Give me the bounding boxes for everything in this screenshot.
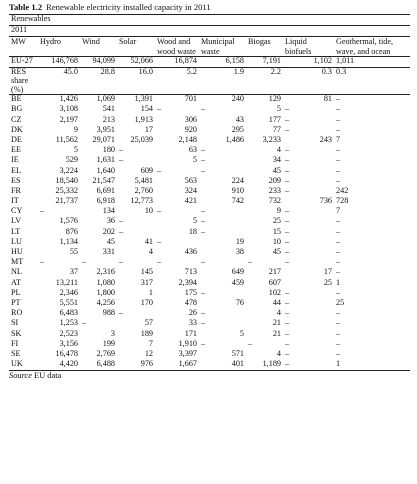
header-row [9, 37, 410, 57]
table-cell: 33 [188, 318, 197, 328]
table-cell: 45 [106, 236, 115, 246]
table-cell: – [40, 257, 45, 267]
table-cell: – [82, 257, 87, 267]
row-label: CY [11, 206, 23, 216]
row-label: LT [11, 226, 21, 236]
table-cell: – [285, 124, 290, 134]
table-cell: 4 [276, 348, 281, 358]
table-cell: 2,523 [59, 328, 78, 338]
column-header: Wood and wood waste [157, 37, 196, 56]
table-cell: 0.3 [321, 67, 332, 77]
table-cell: 52,066 [130, 56, 153, 66]
table-cell: 45 [272, 247, 281, 257]
year-row [9, 26, 410, 37]
table-row [9, 116, 410, 126]
table-cell: 1,640 [96, 165, 115, 175]
table-cell: 976 [140, 359, 153, 369]
table-cell: – [336, 257, 341, 267]
column-header: Solar [119, 37, 137, 47]
row-label: EL [11, 165, 22, 175]
table-cell: 189 [140, 328, 153, 338]
table-cell: 459 [231, 277, 244, 287]
table-cell: – [336, 124, 341, 134]
table-cell: – [336, 328, 341, 338]
row-label: EU-27 [11, 56, 33, 66]
table-cell: 1,631 [96, 155, 115, 165]
table-cell: – [157, 206, 162, 216]
table-cell: 43 [235, 114, 244, 124]
table-cell: 29,071 [92, 134, 115, 144]
table-cell: 63 [188, 145, 197, 155]
table-title: Renewable electricity installed capacity in 2011 [46, 2, 211, 12]
table-cell: 94,099 [92, 56, 115, 66]
table-cell: 4,256 [96, 297, 115, 307]
table-cell: 1,426 [59, 94, 78, 104]
row-label: UK [11, 359, 23, 369]
table-cell: 324 [184, 185, 197, 195]
row-label: IT [11, 196, 19, 206]
table-cell: – [336, 236, 341, 246]
table-cell: 2,197 [59, 114, 78, 124]
table-cell: – [201, 104, 206, 114]
table-cell: 9 [73, 124, 78, 134]
table-cell: 4,420 [59, 359, 78, 369]
table-cell: 25,332 [55, 185, 78, 195]
table-cell: – [40, 206, 45, 216]
table-cell: – [336, 175, 341, 185]
table-cell: 170 [140, 297, 153, 307]
table-cell: 21,547 [92, 175, 115, 185]
table-cell: 421 [184, 196, 197, 206]
data-table [9, 14, 410, 371]
table-cell: 3,233 [262, 134, 281, 144]
table-cell: – [285, 155, 290, 165]
table-cell: 1,069 [96, 94, 115, 104]
table-cell: 7,191 [262, 56, 281, 66]
row-label: DK [11, 124, 23, 134]
table-cell: – [285, 247, 290, 257]
table-cell: 16,874 [174, 56, 197, 66]
table-cell: 11,562 [55, 134, 78, 144]
table-cell: 5 [192, 216, 197, 226]
table-cell: – [336, 145, 341, 155]
table-cell: – [285, 338, 290, 348]
table-cell: 649 [231, 267, 244, 277]
table-cell: 701 [184, 94, 197, 104]
table-cell: 3,108 [59, 104, 78, 114]
table-cell: 1 [336, 277, 341, 287]
table-cell: 129 [268, 94, 281, 104]
table-cell: – [285, 226, 290, 236]
table-cell: 199 [102, 338, 115, 348]
table-cell: 5 [73, 145, 78, 155]
table-body [9, 57, 410, 371]
table-cell: 0.3 [336, 67, 347, 77]
table-cell: 55 [69, 247, 78, 257]
table-cell: 233 [268, 185, 281, 195]
table-cell: 1,080 [96, 277, 115, 287]
table-cell: 45 [272, 165, 281, 175]
table-cell: 15 [272, 226, 281, 236]
table-cell: – [285, 359, 290, 369]
table-cell: 13,211 [55, 277, 78, 287]
table-cell: 436 [184, 247, 197, 257]
table-page [9, 3, 410, 383]
table-cell: 571 [231, 348, 244, 358]
table-cell: 28.8 [100, 67, 115, 77]
table-cell: 1,913 [134, 114, 153, 124]
table-cell: 7 [336, 206, 341, 216]
table-cell: 3,156 [59, 338, 78, 348]
table-cell: – [336, 338, 341, 348]
row-label: FI [11, 338, 19, 348]
table-cell: – [285, 287, 290, 297]
row-label: AT [11, 277, 22, 287]
table-cell: 742 [231, 196, 244, 206]
table-cell: 6,158 [225, 56, 244, 66]
table-cell: – [201, 226, 206, 236]
table-cell: 3 [110, 328, 115, 338]
table-cell: 2,346 [59, 287, 78, 297]
table-cell: 401 [231, 359, 244, 369]
table-cell: 146,768 [51, 56, 78, 66]
table-cell: 240 [231, 94, 244, 104]
column-header: MW [11, 37, 27, 47]
table-cell: – [201, 145, 206, 155]
table-cell: 10 [144, 206, 153, 216]
table-cell: – [336, 287, 341, 297]
table-cell: 25 [336, 297, 345, 307]
table-cell: – [201, 216, 206, 226]
table-cell: – [285, 297, 290, 307]
row-label: LU [11, 236, 22, 246]
table-cell: – [336, 155, 341, 165]
table-cell: 102 [268, 287, 281, 297]
table-cell: 713 [184, 267, 197, 277]
table-cell: 317 [140, 277, 153, 287]
table-cell: 4 [276, 145, 281, 155]
table-cell: – [285, 308, 290, 318]
table-cell: – [336, 165, 341, 175]
table-cell: 21 [272, 318, 281, 328]
table-cell: 18,540 [55, 175, 78, 185]
table-cell: 6,918 [96, 196, 115, 206]
table-cell: 2,394 [178, 277, 197, 287]
table-cell: 306 [184, 114, 197, 124]
table-cell: 2,760 [134, 185, 153, 195]
year-label: 2011 [9, 26, 410, 37]
row-label: BG [11, 104, 23, 114]
table-cell: 171 [184, 328, 197, 338]
column-header: Hydro [40, 37, 61, 47]
row-label: RO [11, 308, 23, 318]
table-cell: 609 [140, 165, 153, 175]
table-cell: 18 [188, 226, 197, 236]
table-cell: 6,483 [59, 308, 78, 318]
table-cell: – [336, 267, 341, 277]
table-cell: 16.0 [138, 67, 153, 77]
row-label: BE [11, 94, 22, 104]
total-row [9, 57, 410, 68]
table-cell: 2,148 [178, 134, 197, 144]
row-label: RES share (%) [11, 67, 29, 94]
table-cell: 41 [144, 236, 153, 246]
table-cell: 3,951 [96, 124, 115, 134]
table-cell: 19 [235, 236, 244, 246]
table-cell: 6,691 [96, 185, 115, 195]
table-cell: 77 [272, 124, 281, 134]
table-cell: 175 [184, 287, 197, 297]
row-label: CZ [11, 114, 22, 124]
column-header: Liquid biofuels [285, 37, 312, 56]
table-cell: 4 [276, 308, 281, 318]
column-header: Geothermal, tide, wave, and ocean [336, 37, 394, 56]
table-cell: 9 [276, 206, 281, 216]
table-cell: 44 [272, 297, 281, 307]
table-cell: – [285, 328, 290, 338]
table-row [9, 156, 410, 166]
table-cell: – [201, 318, 206, 328]
table-cell: 1,800 [96, 287, 115, 297]
table-cell: 1,486 [225, 134, 244, 144]
source-text: EU data [34, 371, 62, 381]
table-cell: – [119, 308, 124, 318]
table-cell: – [336, 318, 341, 328]
table-cell: – [201, 308, 206, 318]
row-label: PT [11, 297, 21, 307]
table-cell: – [285, 114, 290, 124]
table-cell: 242 [336, 185, 349, 195]
table-cell: – [157, 257, 162, 267]
table-cell: 1.9 [233, 67, 244, 77]
column-header: Municipal waste [201, 37, 235, 56]
table-cell: 1 [148, 287, 153, 297]
table-cell: 21 [272, 328, 281, 338]
table-cell: 910 [231, 185, 244, 195]
table-cell: 12,773 [130, 196, 153, 206]
table-cell: – [285, 216, 290, 226]
table-cell: – [119, 155, 124, 165]
table-cell: 1,011 [336, 56, 355, 66]
table-cell: – [336, 247, 341, 257]
table-cell: 10 [272, 236, 281, 246]
table-row [9, 319, 410, 329]
table-cell: 81 [323, 94, 332, 104]
group-title: Renewables [9, 15, 410, 26]
table-cell: 38 [235, 247, 244, 257]
row-label: HU [11, 247, 23, 257]
row-label: SE [11, 348, 21, 358]
table-cell: 988 [102, 308, 115, 318]
table-cell: 563 [184, 175, 197, 185]
table-cell: 5,481 [134, 175, 153, 185]
table-cell: – [82, 318, 87, 328]
table-cell: 1,667 [178, 359, 197, 369]
group-title-row [9, 15, 410, 26]
table-cell: 728 [336, 196, 349, 206]
share-row [9, 68, 410, 95]
table-cell: – [119, 216, 124, 226]
table-cell: 7 [148, 338, 153, 348]
table-cell: – [285, 348, 290, 358]
table-cell: – [336, 348, 341, 358]
row-label: SK [11, 328, 22, 338]
source-note [9, 372, 410, 383]
table-number: Table 1.2 [9, 2, 43, 12]
table-cell: – [336, 104, 341, 114]
table-cell: 209 [268, 175, 281, 185]
table-cell: 920 [184, 124, 197, 134]
column-header: Biogas [248, 37, 271, 47]
table-caption [9, 3, 410, 14]
table-cell: – [201, 206, 206, 216]
table-cell: – [336, 216, 341, 226]
table-row [9, 197, 410, 207]
table-cell: 76 [235, 297, 244, 307]
table-cell: – [201, 338, 206, 348]
table-cell: – [248, 257, 253, 267]
table-cell: 154 [140, 104, 153, 114]
table-cell: 331 [102, 247, 115, 257]
table-cell: – [285, 175, 290, 185]
table-cell: – [119, 226, 124, 236]
table-cell: 4 [148, 247, 153, 257]
table-cell: – [336, 94, 341, 104]
table-cell: – [285, 257, 290, 267]
table-cell: 134 [102, 206, 115, 216]
table-cell: 21,737 [55, 196, 78, 206]
table-cell: 177 [268, 114, 281, 124]
table-cell: 1,253 [59, 318, 78, 328]
table-cell: – [285, 236, 290, 246]
table-cell: 295 [231, 124, 244, 134]
row-label: NL [11, 267, 22, 277]
table-cell: 1,134 [59, 236, 78, 246]
row-label: FR [11, 185, 22, 195]
table-cell: 876 [65, 226, 78, 236]
table-cell: 16,478 [55, 348, 78, 358]
row-label: SI [11, 318, 19, 328]
table-cell: 217 [268, 267, 281, 277]
table-cell: 3,224 [59, 165, 78, 175]
table-cell: 1,910 [178, 338, 197, 348]
table-cell: 5 [276, 104, 281, 114]
table-cell: 180 [102, 145, 115, 155]
table-cell: 25 [323, 277, 332, 287]
table-cell: 1 [336, 359, 341, 369]
table-cell: 17 [323, 267, 332, 277]
table-cell: 26 [188, 308, 197, 318]
table-row [9, 248, 410, 258]
table-cell: 213 [102, 114, 115, 124]
table-cell: – [285, 206, 290, 216]
table-cell: – [157, 236, 162, 246]
table-cell: 478 [184, 297, 197, 307]
table-cell: – [336, 226, 341, 236]
table-cell: – [285, 185, 290, 195]
table-cell: 1,102 [313, 56, 332, 66]
table-cell: 145 [140, 267, 153, 277]
table-cell: 7 [336, 134, 341, 144]
table-cell: – [285, 104, 290, 114]
table-cell: – [336, 114, 341, 124]
table-cell: – [201, 155, 206, 165]
table-cell: 25,039 [130, 134, 153, 144]
table-cell: 736 [319, 196, 332, 206]
row-label: PL [11, 287, 21, 297]
table-cell: 5.2 [186, 67, 197, 77]
table-cell: 1,576 [59, 216, 78, 226]
table-cell: 36 [106, 216, 115, 226]
table-cell: 17 [144, 124, 153, 134]
table-cell: 25 [272, 216, 281, 226]
table-cell: – [119, 257, 124, 267]
row-label: IE [11, 155, 19, 165]
table-cell: – [285, 165, 290, 175]
row-label: LV [11, 216, 22, 226]
table-row [9, 360, 410, 371]
table-cell: – [248, 338, 253, 348]
row-label: ES [11, 175, 21, 185]
table-cell: 732 [268, 196, 281, 206]
table-cell: 57 [144, 318, 153, 328]
table-cell: 243 [319, 134, 332, 144]
table-cell: – [201, 165, 206, 175]
table-cell: 2,769 [96, 348, 115, 358]
table-cell: – [285, 318, 290, 328]
source-label: Source [9, 371, 32, 381]
table-cell: – [336, 308, 341, 318]
table-cell: – [201, 257, 206, 267]
table-cell: – [119, 145, 124, 155]
table-cell: 34 [272, 155, 281, 165]
table-cell: – [285, 145, 290, 155]
table-cell: 6,488 [96, 359, 115, 369]
table-cell: 45.0 [63, 67, 78, 77]
row-label: EE [11, 145, 22, 155]
row-label: MT [11, 257, 24, 267]
table-cell: 1,391 [134, 94, 153, 104]
table-cell: 12 [144, 348, 153, 358]
table-cell: – [157, 165, 162, 175]
table-row [9, 136, 410, 146]
table-cell: 224 [231, 175, 244, 185]
column-header: Wind [82, 37, 100, 47]
table-cell: 37 [69, 267, 78, 277]
table-cell: 3,397 [178, 348, 197, 358]
table-cell: – [201, 287, 206, 297]
table-cell: 2.2 [270, 67, 281, 77]
table-cell: 5 [239, 328, 244, 338]
table-cell: 1,189 [262, 359, 281, 369]
table-cell: – [157, 104, 162, 114]
table-cell: 2,316 [96, 267, 115, 277]
row-label: DE [11, 134, 22, 144]
table-cell: 541 [102, 104, 115, 114]
table-cell: 529 [65, 155, 78, 165]
table-cell: 5 [192, 155, 197, 165]
table-cell: 202 [102, 226, 115, 236]
table-cell: 607 [268, 277, 281, 287]
table-cell: 5,551 [59, 297, 78, 307]
